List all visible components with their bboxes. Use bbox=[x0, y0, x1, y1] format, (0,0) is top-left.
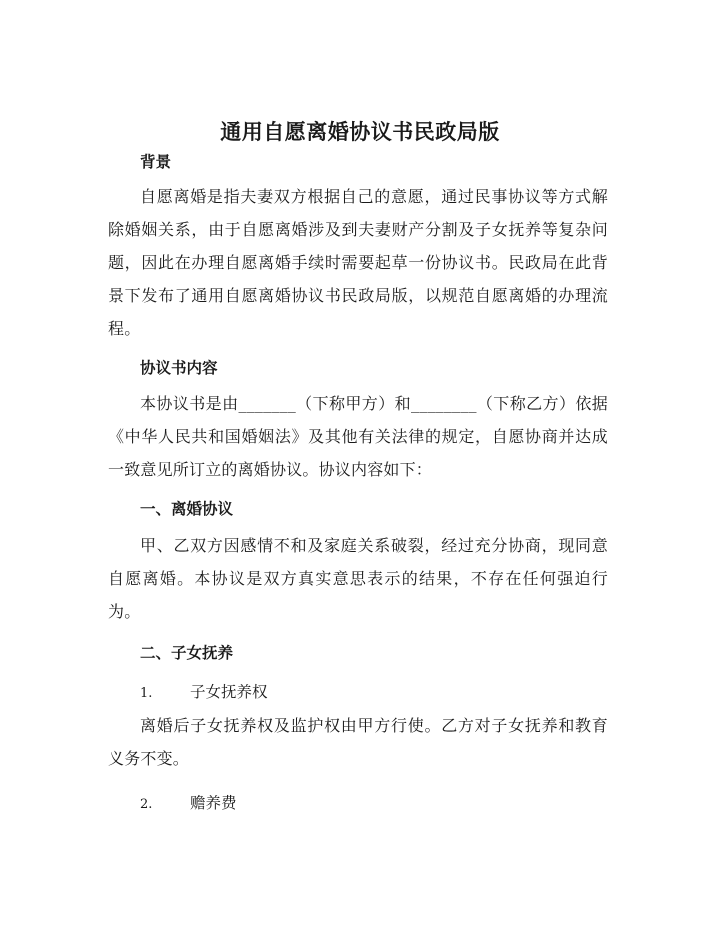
item-label: 赡养费 bbox=[190, 794, 237, 812]
section-heading-background: 背景 bbox=[140, 152, 172, 171]
paragraph-custody: 离婚后子女抚养权及监护权由甲方行使。乙方对子女抚养和教育义务不变。 bbox=[108, 716, 608, 768]
paragraph-background: 自愿离婚是指夫妻双方根据自己的意愿，通过民事协议等方式解除婚姻关系，由于自愿离婚涉及到夫妻财产分割及子女抚养等复杂问题，因此在办理自愿离婚手续时需要起草一份协议书。民政局在此背景下发布了通用自愿离婚协议书民政局版，以规范自愿离婚的办理流程。 bbox=[108, 187, 608, 338]
numbered-item-custody bbox=[140, 680, 268, 702]
paragraph-content: 本协议书是由_______（下称甲方）和________（下称乙方）依据《中华人民共和国婚姻法》及其他有关法律的规定，自愿协商并达成一致意见所订立的离婚协议。协议内容如下： bbox=[108, 394, 608, 479]
section-heading-children: 二、子女抚养 bbox=[140, 643, 234, 662]
document-title: 通用自愿离婚协议书民政局版 bbox=[220, 119, 500, 144]
section-heading-divorce: 一、离婚协议 bbox=[140, 499, 234, 518]
item-label: 子女抚养权 bbox=[190, 683, 268, 701]
numbered-item-alimony bbox=[140, 791, 237, 813]
item-number: 1. bbox=[140, 686, 153, 701]
paragraph-divorce: 甲、乙双方因感情不和及家庭关系破裂，经过充分协商，现同意自愿离婚。本协议是双方真实意思表示的结果，不存在任何强迫行为。 bbox=[108, 536, 608, 621]
section-heading-content: 协议书内容 bbox=[140, 358, 218, 377]
item-number: 2. bbox=[140, 797, 153, 812]
